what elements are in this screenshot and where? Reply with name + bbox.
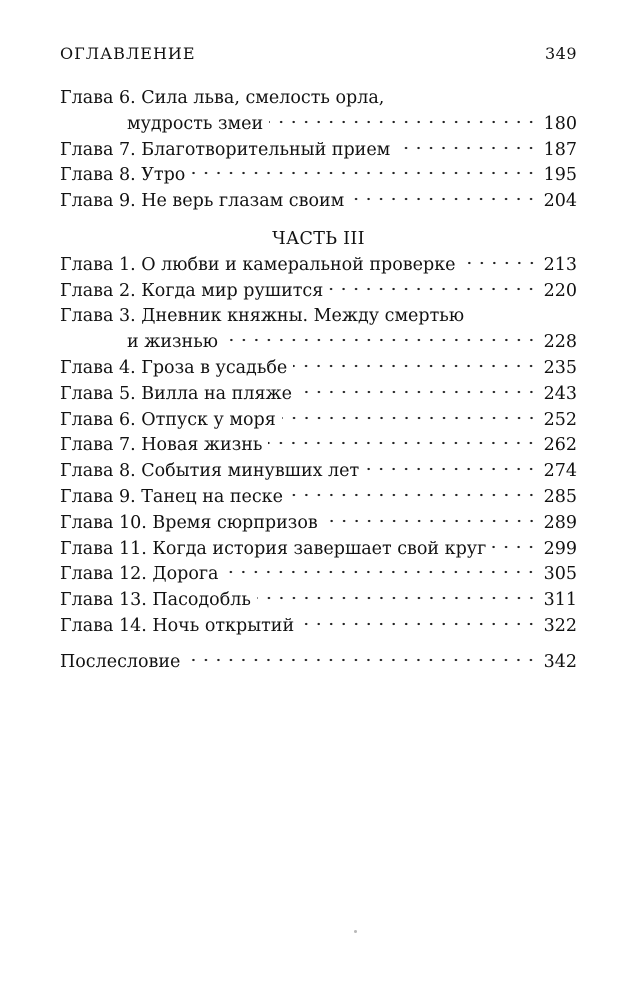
toc-entry-label: Глава 3. Дневник княжны. Между смертью	[60, 306, 465, 327]
dot-leader	[298, 389, 538, 395]
toc-entry-label: Глава 11. Когда история завершает свой круг	[60, 538, 487, 559]
toc-entry-label: Послесловие	[60, 651, 181, 672]
toc-entry-page: 228	[543, 332, 577, 353]
toc-entry-page: 311	[543, 590, 577, 611]
dot-leader	[191, 170, 537, 176]
dot-leader	[492, 544, 537, 550]
toc-entry-label: Глава 6. Сила льва, смелость орла,	[60, 88, 385, 108]
toc-entry-page: 195	[543, 165, 577, 186]
toc-entry-label: Глава 6. Отпуск у моря	[60, 409, 276, 430]
dot-leader	[365, 466, 537, 472]
toc-entry	[60, 382, 577, 408]
dot-leader	[324, 518, 538, 524]
toc-entry-label: Глава 7. Благотворительный прием	[60, 139, 391, 160]
toc-entry-label: Глава 13. Пасодобль	[60, 590, 251, 611]
toc-entry-label: Глава 12. Дорога	[60, 564, 219, 585]
dot-leader	[293, 363, 537, 369]
dot-leader	[329, 286, 537, 292]
toc-entry	[60, 408, 577, 434]
toc-entry	[60, 485, 577, 511]
toc-entry-label-continuation: мудрость змеи	[127, 113, 264, 134]
toc-entry-page: 262	[543, 435, 577, 456]
toc-entry-page: 187	[543, 139, 577, 160]
toc-entry-page: 274	[543, 461, 577, 482]
toc-entry	[60, 356, 577, 382]
toc-entry	[60, 253, 577, 279]
toc-entry-label: Глава 1. О любви и камеральной проверке	[60, 254, 456, 275]
toc-entry-page: 342	[543, 651, 577, 672]
dot-leader	[300, 621, 537, 627]
toc-entry	[60, 279, 577, 305]
running-header-title: ОГЛАВЛЕНИЕ	[60, 44, 196, 63]
toc-entry-page: 289	[543, 512, 577, 533]
toc-entry-label-continuation: и жизнью	[127, 332, 218, 353]
toc-entry-label: Глава 9. Танец на песке	[60, 486, 283, 507]
toc-entry-label: Глава 14. Ночь открытий	[60, 615, 295, 636]
dot-leader	[224, 569, 537, 575]
toc-entry-page: 285	[543, 486, 577, 507]
toc-entry-label: Глава 10. Время сюрпризов	[60, 512, 318, 533]
dot-leader	[269, 119, 537, 125]
dot-leader	[396, 145, 537, 151]
toc-entry-afterword	[60, 650, 577, 676]
toc-entry-page: 252	[543, 409, 577, 430]
dot-leader	[350, 196, 537, 202]
dot-leader	[186, 657, 537, 663]
toc-entry	[60, 459, 577, 485]
running-header	[60, 44, 577, 68]
toc-entry-page: 213	[543, 254, 577, 275]
toc-entry-label: Глава 9. Не верь глазам своим	[60, 191, 345, 212]
toc-entry-page: 299	[543, 538, 577, 559]
toc-entry	[60, 189, 577, 215]
toc-entry	[60, 433, 577, 459]
toc-entry-label: Глава 5. Вилла на пляже	[60, 383, 292, 404]
toc-entry-label: Глава 4. Гроза в усадьбе	[60, 357, 288, 378]
toc-entry	[60, 511, 577, 537]
part-heading: ЧАСТЬ III	[272, 228, 365, 249]
table-of-contents	[60, 86, 577, 676]
toc-entry-page: 322	[543, 615, 577, 636]
toc-entry	[60, 562, 577, 588]
toc-entry	[60, 614, 577, 640]
toc-entry-page: 220	[543, 280, 577, 301]
dot-leader	[268, 440, 537, 446]
dot-leader	[462, 260, 538, 266]
toc-entry	[60, 138, 577, 164]
dot-leader	[289, 492, 538, 498]
page-number: 349	[544, 44, 577, 63]
toc-entry	[60, 537, 577, 563]
toc-entry-label: Глава 7. Новая жизнь	[60, 435, 263, 456]
toc-entry	[60, 304, 577, 356]
toc-entry	[60, 86, 577, 138]
toc-entry-label: Глава 8. Утро	[60, 165, 186, 186]
toc-entry-label: Глава 2. Когда мир рушится	[60, 280, 324, 301]
toc-entry-page: 180	[543, 113, 577, 134]
toc-entry-page: 305	[543, 564, 577, 585]
toc-entry-page: 204	[543, 191, 577, 212]
dot-leader	[257, 595, 538, 601]
dot-leader	[282, 415, 538, 421]
print-speck	[354, 930, 357, 933]
toc-entry	[60, 163, 577, 189]
toc-entry	[60, 588, 577, 614]
toc-entry-page: 243	[543, 383, 577, 404]
toc-entry-page: 235	[543, 357, 577, 378]
dot-leader	[224, 337, 538, 343]
toc-entry-label: Глава 8. События минувших лет	[60, 461, 360, 482]
